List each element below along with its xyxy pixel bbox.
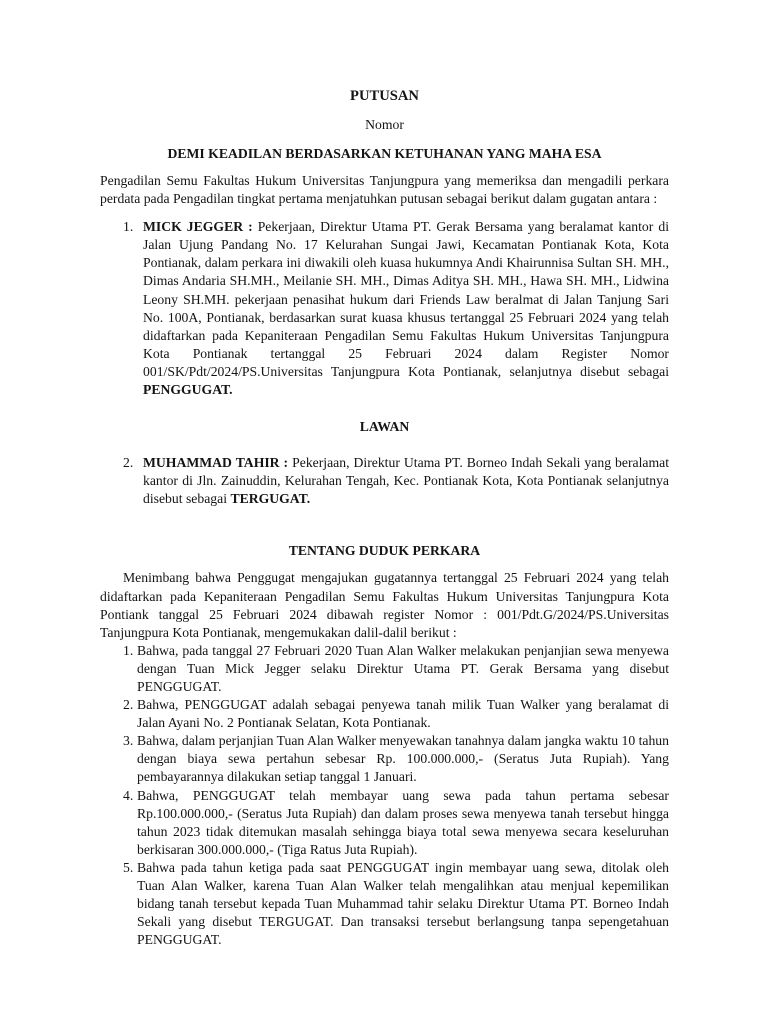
list-number: 5. bbox=[123, 859, 134, 875]
list-number: 1. bbox=[123, 219, 134, 235]
plaintiff-role: PENGGUGAT. bbox=[143, 382, 233, 398]
argument-text: Bahwa, PENGGUGAT telah membayar uang sewa pada tahun pertama sebesar Rp.100.000.000,- (Seratus Juta Rupiah) dan dalam proses sewa menyewa tanah tersebut hingga tahun 2023 tidak ditemukan masalah sehingga biaya total sewa menyewa secara keseluruhan berkisaran 300.000.000,- (Tiga Ratus Juta Rupiah). bbox=[137, 787, 669, 857]
versus-heading: LAWAN bbox=[359, 419, 410, 435]
argument-text: Bahwa pada tahun ketiga pada saat PENGGUGAT ingin membayar uang sewa, ditolak oleh Tuan Alan Walker, karena Tuan Alan Walker telah mengalihkan atau menjual kepemilikan bidang tanah tersebut kepada Tuan Muhammad tahir selaku Direktur Utama PT. Borneo Indah Sekali yang disebut TERGUGAT. Dan transaksi tersebut berlangsung tanpa sepengetahuan PENGGUGAT. bbox=[137, 859, 669, 948]
party-list-defendant bbox=[100, 454, 669, 508]
defendant-name: MUHAMMAD TAHIR : bbox=[143, 455, 289, 471]
argument-item bbox=[100, 732, 669, 786]
intro-paragraph: Pengadilan Semu Fakultas Hukum Universitas Tanjungpura yang memeriksa dan mengadili perkara perdata pada Pengadilan tingkat pertama menjatuhkan putusan sebagai berikut dalam gugatan antara : bbox=[100, 173, 669, 207]
argument-item bbox=[100, 787, 669, 859]
list-number: 4. bbox=[123, 787, 134, 803]
document-page bbox=[100, 87, 669, 949]
party-item-defendant bbox=[100, 454, 669, 508]
document-title: PUTUSAN bbox=[350, 88, 419, 104]
party-list bbox=[100, 218, 669, 399]
party-item-plaintiff bbox=[100, 218, 669, 399]
list-number: 2. bbox=[123, 455, 134, 471]
case-section-heading: TENTANG DUDUK PERKARA bbox=[288, 543, 481, 559]
argument-item bbox=[100, 859, 669, 949]
defendant-description: Pekerjaan, Direktur Utama PT. Borneo Indah Sekali yang beralamat kantor di Jln. Zainuddin, Kelurahan Tengah, Kec. Pontianak Kota, Kota Pontianak selanjutnya disebut sebagai bbox=[143, 455, 669, 507]
argument-text: Bahwa, PENGGUGAT adalah sebagai penyewa tanah milik Tuan Walker yang beralamat di Jalan Ayani No. 2 Pontianak Selatan, Kota Pontianak. bbox=[137, 697, 669, 731]
defendant-role: TERGUGAT. bbox=[230, 491, 311, 507]
list-number: 3. bbox=[123, 733, 134, 749]
plaintiff-description: Pekerjaan, Direktur Utama PT. Gerak Bersama yang beralamat kantor di Jalan Ujung Pandang No. 17 Kelurahan Sungai Jawi, Kecamatan Pontianak Kota, Kota Pontianak, dalam perkara ini diwakili oleh kuasa hukumnya Andi Khairunnisa Sultan SH. MH., Dimas Andaria SH.MH., Meilanie SH. MH., Dimas Aditya SH. MH., Hawa SH. MH., Lidwina Leony SH.MH. pekerjaan penasihat hukum dari Friends Law beralmat di Jalan Tanjung Sari No. 100A, Pontianak, berdasarkan surat kuasa khusus tertanggal 25 Februari 2024 yang telah didaftarkan pada Kepaniteraan Pengadilan Semu Fakultas Hukum Universitas Tanjungpura Kota Pontianak tertanggal 25 Februari 2024 dalam Register Nomor 001/SK/Pdt/2024/PS.Universitas Tanjungpura Kota Pontianak, selanjutnya disebut sebagai bbox=[143, 219, 669, 379]
list-number: 1. bbox=[123, 642, 134, 658]
plaintiff-name: MICK JEGGER : bbox=[143, 219, 253, 235]
document-number-label: Nomor bbox=[365, 117, 404, 132]
argument-text: Bahwa, pada tanggal 27 Februari 2020 Tuan Alan Walker melakukan penjanjian sewa menyewa dengan Tuan Mick Jegger selaku Direktur Utama PT. Gerak Bersama yang disebut PENGGUGAT. bbox=[137, 642, 669, 694]
argument-list bbox=[100, 642, 669, 950]
list-number: 2. bbox=[123, 697, 134, 713]
considering-paragraph: Menimbang bahwa Penggugat mengajukan gugatannya tertanggal 25 Februari 2024 yang telah didaftarkan pada Kepaniteraan Pengadilan Semu Fakultas Hukum Universitas Tanjungpura Kota Pontiank tanggal 25 Februari 2024 dibawah register Nomor : 001/Pdt.G/2024/PS.Universitas Tanjungpura Kota Pontianak, mengemukakan dalil-dalil berikut : bbox=[100, 570, 669, 640]
justice-heading: DEMI KEADILAN BERDASARKAN KETUHANAN YANG MAHA ESA bbox=[167, 146, 602, 161]
argument-text: Bahwa, dalam perjanjian Tuan Alan Walker menyewakan tanahnya dalam jangka waktu 10 tahun dengan biaya sewa pertahun sebesar Rp. 100.000.000,- (Seratus Juta Rupiah). Yang pembayarannya dilakukan setiap tanggal 1 Januari. bbox=[137, 733, 669, 785]
argument-item bbox=[100, 642, 669, 696]
argument-item bbox=[100, 696, 669, 732]
